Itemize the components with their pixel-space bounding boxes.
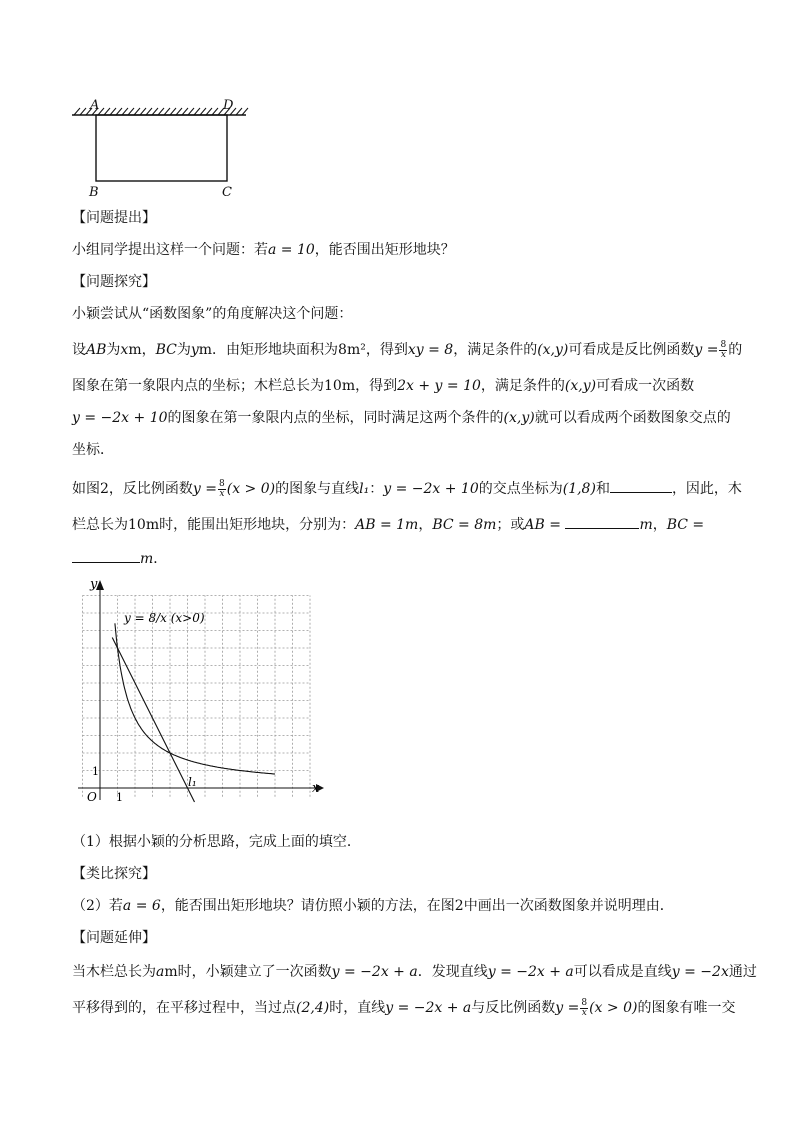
wall-hatch-mark <box>242 108 248 115</box>
text: 可以看成是直线 <box>573 964 672 980</box>
text: ： <box>369 481 384 497</box>
wall-hatch-mark <box>164 108 170 115</box>
math: (x > 0) <box>226 481 276 497</box>
text: ， <box>418 517 433 533</box>
math: a = 10 <box>268 242 315 258</box>
math: y = −2x + a <box>487 964 574 980</box>
wall-hatch-mark <box>104 108 110 115</box>
paragraph-question <box>72 240 455 260</box>
fraction-numerator: 8 <box>581 997 588 1008</box>
text: 当木栏总长为 <box>72 964 156 980</box>
wall-hatch-mark <box>236 108 242 115</box>
wall-hatch-mark <box>206 108 212 115</box>
math: y = <box>192 481 218 497</box>
text: 为 <box>106 342 121 358</box>
wall-hatch-mark <box>74 108 80 115</box>
question-1: （1）根据小颖的分析思路，完成上面的填空． <box>72 834 361 850</box>
math: y = −2x + 10 <box>72 410 168 426</box>
text: ．发现直线 <box>417 964 488 980</box>
text: （2）若 <box>72 898 123 914</box>
math: y = −2x + 10 <box>383 481 479 497</box>
math: l₁ <box>359 481 370 497</box>
wall-hatch-mark <box>212 108 218 115</box>
curve-label: y = 8/x (x>0) <box>124 611 205 625</box>
fraction-denominator: x <box>720 349 726 360</box>
math: a = 6 <box>122 898 161 914</box>
text: ；或 <box>496 517 525 533</box>
point-label-a: A <box>90 98 100 113</box>
y-tick-label: 1 <box>92 765 99 778</box>
text: 为 <box>176 342 191 358</box>
text: m．由矩形地块面积为8m²，得到 <box>198 342 408 358</box>
math: xy = 8 <box>407 342 454 358</box>
text: 和 <box>595 481 610 497</box>
text: 可看成一次函数 <box>596 378 695 394</box>
point-label-c: C <box>222 185 232 200</box>
wall-hatch-mark <box>182 108 188 115</box>
wall-hatch-mark <box>152 108 158 115</box>
wall-hatch-mark <box>158 108 164 115</box>
section-problem-raise: 【问题提出】 <box>72 210 156 226</box>
text: 的图象在第一象限内点的坐标，同时满足这两个条件的 <box>167 410 504 426</box>
fraction <box>580 999 588 1018</box>
wall-hatch-mark <box>188 108 194 115</box>
paragraph-line-6: 坐标． <box>72 442 114 458</box>
math: (x > 0) <box>589 1000 638 1016</box>
hyperbola-curve <box>115 623 275 774</box>
math: y <box>190 342 199 358</box>
section-problem-extend: 【问题延伸】 <box>72 930 156 946</box>
text: 时，直线 <box>329 1000 386 1016</box>
fraction <box>719 341 727 360</box>
wall-hatch-mark <box>140 108 146 115</box>
math: (x,y) <box>564 378 597 394</box>
text: 的交点坐标为 <box>478 481 563 497</box>
fraction-denominator: x <box>581 1007 587 1018</box>
wall-hatch-mark <box>200 108 206 115</box>
math: y = <box>694 342 719 358</box>
text: 的图象与直线 <box>275 481 360 497</box>
math: AB = <box>524 517 561 533</box>
fraction-numerator: 8 <box>720 339 727 350</box>
math: BC = <box>666 517 705 533</box>
math: 2x + y = 10 <box>397 378 481 394</box>
wall-hatch-mark <box>80 108 86 115</box>
wall-hatch-mark <box>194 108 200 115</box>
text: 的 <box>728 342 743 358</box>
fraction-denominator: x <box>219 488 225 499</box>
point-label-b: B <box>89 185 99 200</box>
math: (x,y) <box>537 342 569 358</box>
math: (x,y) <box>503 410 535 426</box>
text: 如图2，反比例函数 <box>72 481 193 497</box>
math: AB <box>86 342 107 358</box>
fraction-numerator: 8 <box>219 478 225 489</box>
dashed-grid <box>83 596 311 797</box>
text: 平移得到的，在平移过程中，当过点 <box>72 1000 296 1016</box>
math: (2,4) <box>296 1000 330 1016</box>
wall-hatch-mark <box>122 108 128 115</box>
math: y = −2x + a <box>385 1000 472 1016</box>
question-2 <box>72 896 674 916</box>
math: AB = 1m <box>355 517 419 533</box>
text: 的图象有唯一交 <box>637 1000 736 1016</box>
math: (1,8) <box>562 481 596 497</box>
paragraph-line-5 <box>72 408 731 428</box>
text: m， <box>128 342 156 358</box>
math: x <box>120 342 129 358</box>
text: 栏总长为10m时，能围出矩形地块，分别为： <box>72 517 356 533</box>
math: y = −2x + a <box>331 964 418 980</box>
wall-hatch-mark <box>170 108 176 115</box>
wall-hatch-mark <box>176 108 182 115</box>
math: BC <box>155 342 177 358</box>
line-l1 <box>112 638 194 803</box>
line-label: l₁ <box>188 775 197 789</box>
text: 设 <box>72 342 86 358</box>
text: 通过 <box>728 964 757 980</box>
figure-function-graph <box>68 572 328 804</box>
section-analogy-explore: 【类比探究】 <box>72 866 156 882</box>
answer-blank-2[interactable] <box>565 514 639 529</box>
extension-line-1 <box>72 962 757 982</box>
text: 图象在第一象限内点的坐标；木栏总长为10m，得到 <box>72 378 398 394</box>
point-label-d: D <box>223 98 234 113</box>
paragraph-line-7 <box>72 478 742 499</box>
wall-hatch-mark <box>110 108 116 115</box>
answer-blank-1[interactable] <box>610 478 672 493</box>
text: 小组同学提出这样一个问题：若 <box>72 242 268 258</box>
math: y = −2x <box>671 964 729 980</box>
text: ， <box>652 517 667 533</box>
paragraph-line-9 <box>72 548 167 569</box>
wall-hatch-mark <box>116 108 122 115</box>
paragraph-line-8 <box>72 514 704 535</box>
section-problem-explore: 【问题探究】 <box>72 274 156 290</box>
text: ，满足条件的 <box>480 378 565 394</box>
text: 与反比例函数 <box>471 1000 556 1016</box>
x-tick-label: 1 <box>116 791 123 804</box>
math: y = <box>555 1000 580 1016</box>
fraction <box>218 480 226 499</box>
wall-hatch-mark <box>146 108 152 115</box>
paragraph-intro: 小颖尝试从“函数图象”的角度解决这个问题： <box>72 306 353 322</box>
math: m <box>140 551 154 567</box>
paragraph-line-3 <box>72 340 742 360</box>
text: 可看成是反比例函数 <box>568 342 695 358</box>
y-axis-label: y <box>90 577 98 592</box>
wall-hatch-mark <box>128 108 134 115</box>
text: ． <box>153 551 168 567</box>
math: BC = 8m <box>432 517 497 533</box>
answer-blank-3[interactable] <box>72 548 140 563</box>
paragraph-line-4 <box>72 376 694 396</box>
text: ，能否围出矩形地块？ <box>314 242 455 258</box>
text: ，满足条件的 <box>453 342 538 358</box>
wall-hatch-mark <box>134 108 140 115</box>
text: m时，小颖建立了一次函数 <box>164 964 332 980</box>
text: ，能否围出矩形地块？请仿照小颖的方法，在图2中画出一次函数图象并说明理由． <box>160 898 674 914</box>
x-axis-label: x <box>312 781 320 796</box>
text: 就可以看成两个函数图象交点的 <box>534 410 731 426</box>
origin-label: O <box>87 790 97 804</box>
extension-line-2 <box>72 998 735 1018</box>
figure-rectangle-fence <box>60 92 260 202</box>
math: m <box>639 517 653 533</box>
text: ，因此，木 <box>671 481 742 497</box>
math: a <box>156 964 165 980</box>
